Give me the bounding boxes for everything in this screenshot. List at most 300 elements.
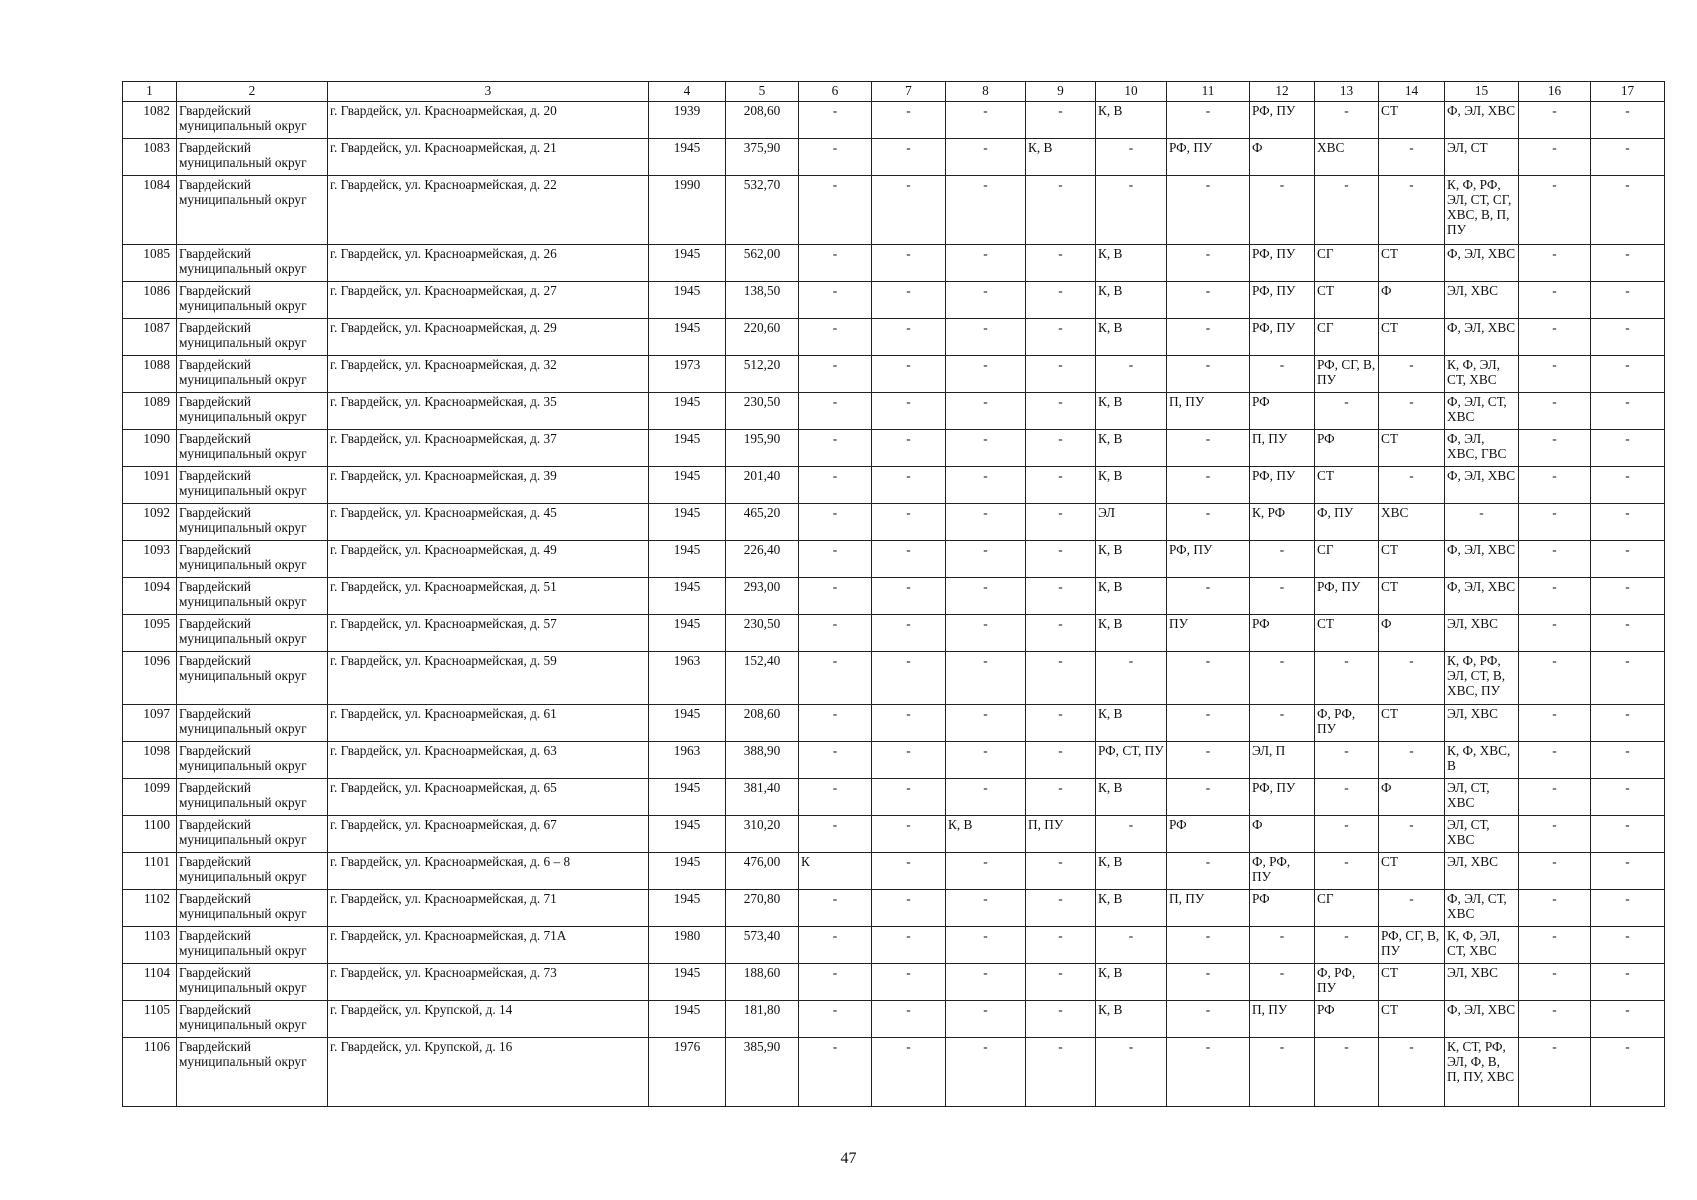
table-cell-col-11: - — [1167, 504, 1250, 541]
table-cell-col-6: - — [799, 816, 872, 853]
table-cell-col-11: ПУ — [1167, 615, 1250, 652]
table-cell-col-3: г. Гвардейск, ул. Красноармейская, д. 57 — [328, 615, 649, 652]
table-cell-col-13: Ф, ПУ — [1315, 504, 1379, 541]
table-cell-col-13: РФ, СГ, В, ПУ — [1315, 356, 1379, 393]
table-cell-col-2: Гвардейский муниципальный округ — [177, 853, 328, 890]
table-cell-col-8: - — [946, 927, 1026, 964]
table-cell-col-14: СТ — [1379, 102, 1445, 139]
table-cell-col-5: 201,40 — [726, 467, 799, 504]
table-cell-col-12: - — [1250, 652, 1315, 705]
table-cell-col-1: 1089 — [123, 393, 177, 430]
table-cell-col-11: - — [1167, 245, 1250, 282]
table-cell-col-4: 1945 — [649, 430, 726, 467]
table-cell-col-2: Гвардейский муниципальный округ — [177, 1038, 328, 1107]
table-cell-col-8: - — [946, 853, 1026, 890]
table-cell-col-1: 1093 — [123, 541, 177, 578]
table-cell-col-6: - — [799, 890, 872, 927]
table-cell-col-7: - — [872, 927, 946, 964]
table-cell-col-14: СТ — [1379, 964, 1445, 1001]
table-cell-col-12: - — [1250, 964, 1315, 1001]
table-cell-col-14: - — [1379, 393, 1445, 430]
table-cell-col-5: 226,40 — [726, 541, 799, 578]
table-cell-col-12: РФ, ПУ — [1250, 282, 1315, 319]
table-cell-col-16: - — [1519, 541, 1591, 578]
table-cell-col-1: 1100 — [123, 816, 177, 853]
table-cell-col-16: - — [1519, 282, 1591, 319]
table-cell-col-11: - — [1167, 578, 1250, 615]
table-cell-col-10: К, В — [1096, 282, 1167, 319]
table-cell-col-14: - — [1379, 652, 1445, 705]
table-cell-col-17: - — [1591, 430, 1665, 467]
table-cell-col-8: - — [946, 541, 1026, 578]
table-cell-col-15: Ф, ЭЛ, ХВС — [1445, 578, 1519, 615]
table-cell-col-7: - — [872, 578, 946, 615]
table-cell-col-12: - — [1250, 356, 1315, 393]
table-cell-col-13: РФ — [1315, 430, 1379, 467]
table-cell-col-3: г. Гвардейск, ул. Красноармейская, д. 27 — [328, 282, 649, 319]
table-cell-col-1: 1102 — [123, 890, 177, 927]
table-cell-col-9: - — [1026, 853, 1096, 890]
table-cell-col-3: г. Гвардейск, ул. Красноармейская, д. 20 — [328, 102, 649, 139]
table-cell-col-7: - — [872, 245, 946, 282]
table-cell-col-14: - — [1379, 139, 1445, 176]
table-cell-col-10: К, В — [1096, 964, 1167, 1001]
table-cell-col-4: 1963 — [649, 742, 726, 779]
table-cell-col-15: К, Ф, РФ, ЭЛ, СТ, В, ХВС, ПУ — [1445, 652, 1519, 705]
table-cell-col-12: РФ, ПУ — [1250, 102, 1315, 139]
table-cell-col-5: 188,60 — [726, 964, 799, 1001]
column-header-11: 11 — [1167, 82, 1250, 102]
table-cell-col-5: 152,40 — [726, 652, 799, 705]
table-cell-col-10: К, В — [1096, 393, 1167, 430]
table-cell-col-12: - — [1250, 1038, 1315, 1107]
table-cell-col-11: - — [1167, 430, 1250, 467]
table-cell-col-13: - — [1315, 176, 1379, 245]
table-row — [123, 102, 1665, 139]
table-cell-col-6: - — [799, 282, 872, 319]
table-cell-col-11: - — [1167, 1001, 1250, 1038]
table-cell-col-1: 1106 — [123, 1038, 177, 1107]
table-cell-col-1: 1087 — [123, 319, 177, 356]
table-cell-col-15: ЭЛ, ХВС — [1445, 615, 1519, 652]
table-cell-col-15: ЭЛ, ХВС — [1445, 964, 1519, 1001]
table-cell-col-10: РФ, СТ, ПУ — [1096, 742, 1167, 779]
table-cell-col-15: К, Ф, ЭЛ, СТ, ХВС — [1445, 927, 1519, 964]
table-cell-col-9: - — [1026, 705, 1096, 742]
table-cell-col-10: К, В — [1096, 430, 1167, 467]
table-cell-col-7: - — [872, 504, 946, 541]
table-cell-col-4: 1963 — [649, 652, 726, 705]
table-cell-col-7: - — [872, 319, 946, 356]
table-cell-col-2: Гвардейский муниципальный округ — [177, 467, 328, 504]
table-cell-col-17: - — [1591, 393, 1665, 430]
table-cell-col-17: - — [1591, 816, 1665, 853]
table-cell-col-6: - — [799, 705, 872, 742]
table-cell-col-5: 562,00 — [726, 245, 799, 282]
table-cell-col-1: 1085 — [123, 245, 177, 282]
table-cell-col-5: 385,90 — [726, 1038, 799, 1107]
table-cell-col-17: - — [1591, 1038, 1665, 1107]
table-cell-col-14: - — [1379, 742, 1445, 779]
column-header-16: 16 — [1519, 82, 1591, 102]
table-cell-col-11: - — [1167, 652, 1250, 705]
table-cell-col-10: ЭЛ — [1096, 504, 1167, 541]
table-cell-col-12: К, РФ — [1250, 504, 1315, 541]
table-cell-col-10: К, В — [1096, 779, 1167, 816]
table-cell-col-4: 1945 — [649, 1001, 726, 1038]
table-cell-col-6: - — [799, 578, 872, 615]
table-cell-col-5: 532,70 — [726, 176, 799, 245]
table-cell-col-15: Ф, ЭЛ, СТ, ХВС — [1445, 890, 1519, 927]
table-cell-col-2: Гвардейский муниципальный округ — [177, 504, 328, 541]
table-cell-col-11: РФ — [1167, 816, 1250, 853]
table-cell-col-1: 1099 — [123, 779, 177, 816]
table-cell-col-17: - — [1591, 319, 1665, 356]
table-cell-col-15: Ф, ЭЛ, ХВС — [1445, 245, 1519, 282]
table-cell-col-3: г. Гвардейск, ул. Красноармейская, д. 51 — [328, 578, 649, 615]
table-row — [123, 541, 1665, 578]
table-cell-col-7: - — [872, 139, 946, 176]
table-cell-col-7: - — [872, 705, 946, 742]
table-cell-col-4: 1945 — [649, 245, 726, 282]
table-cell-col-6: - — [799, 1001, 872, 1038]
table-cell-col-7: - — [872, 1001, 946, 1038]
table-cell-col-10: К, В — [1096, 319, 1167, 356]
table-cell-col-7: - — [872, 890, 946, 927]
table-row — [123, 615, 1665, 652]
table-cell-col-13: СГ — [1315, 890, 1379, 927]
table-cell-col-10: К, В — [1096, 245, 1167, 282]
table-cell-col-6: - — [799, 393, 872, 430]
table-cell-col-13: - — [1315, 102, 1379, 139]
table-cell-col-10: К, В — [1096, 1001, 1167, 1038]
table-cell-col-5: 310,20 — [726, 816, 799, 853]
table-cell-col-13: СТ — [1315, 467, 1379, 504]
table-cell-col-9: - — [1026, 652, 1096, 705]
column-header-10: 10 — [1096, 82, 1167, 102]
table-cell-col-7: - — [872, 652, 946, 705]
table-cell-col-2: Гвардейский муниципальный округ — [177, 430, 328, 467]
table-cell-col-12: - — [1250, 705, 1315, 742]
table-cell-col-3: г. Гвардейск, ул. Красноармейская, д. 35 — [328, 393, 649, 430]
table-cell-col-16: - — [1519, 964, 1591, 1001]
table-cell-col-17: - — [1591, 705, 1665, 742]
table-cell-col-14: Ф — [1379, 282, 1445, 319]
table-cell-col-12: П, ПУ — [1250, 430, 1315, 467]
table-cell-col-16: - — [1519, 578, 1591, 615]
table-cell-col-12: РФ — [1250, 393, 1315, 430]
table-cell-col-11: - — [1167, 779, 1250, 816]
table-cell-col-15: ЭЛ, СТ, ХВС — [1445, 779, 1519, 816]
table-cell-col-12: Ф — [1250, 816, 1315, 853]
table-cell-col-15: Ф, ЭЛ, ХВС — [1445, 102, 1519, 139]
table-cell-col-8: - — [946, 890, 1026, 927]
table-cell-col-17: - — [1591, 742, 1665, 779]
table-cell-col-1: 1096 — [123, 652, 177, 705]
table-cell-col-5: 381,40 — [726, 779, 799, 816]
table-cell-col-1: 1098 — [123, 742, 177, 779]
column-header-4: 4 — [649, 82, 726, 102]
table-cell-col-3: г. Гвардейск, ул. Красноармейская, д. 71А — [328, 927, 649, 964]
table-row — [123, 504, 1665, 541]
table-cell-col-13: - — [1315, 742, 1379, 779]
table-cell-col-7: - — [872, 102, 946, 139]
table-cell-col-11: РФ, ПУ — [1167, 139, 1250, 176]
table-cell-col-10: - — [1096, 927, 1167, 964]
table-cell-col-7: - — [872, 541, 946, 578]
table-cell-col-4: 1945 — [649, 705, 726, 742]
table-cell-col-11: П, ПУ — [1167, 890, 1250, 927]
table-cell-col-15: ЭЛ, СТ, ХВС — [1445, 816, 1519, 853]
table-row — [123, 890, 1665, 927]
table-cell-col-15: Ф, ЭЛ, ХВС — [1445, 467, 1519, 504]
table-cell-col-13: СТ — [1315, 282, 1379, 319]
table-cell-col-4: 1945 — [649, 393, 726, 430]
table-cell-col-17: - — [1591, 615, 1665, 652]
table-cell-col-7: - — [872, 816, 946, 853]
table-cell-col-1: 1105 — [123, 1001, 177, 1038]
header-row — [123, 82, 1665, 102]
table-cell-col-17: - — [1591, 927, 1665, 964]
table-cell-col-15: ЭЛ, ХВС — [1445, 282, 1519, 319]
column-header-9: 9 — [1026, 82, 1096, 102]
column-header-7: 7 — [872, 82, 946, 102]
table-cell-col-10: К, В — [1096, 541, 1167, 578]
table-cell-col-9: - — [1026, 393, 1096, 430]
table-cell-col-15: ЭЛ, ХВС — [1445, 853, 1519, 890]
table-cell-col-4: 1980 — [649, 927, 726, 964]
table-cell-col-14: - — [1379, 816, 1445, 853]
table-cell-col-1: 1090 — [123, 430, 177, 467]
table-cell-col-15: К, Ф, ЭЛ, СТ, ХВС — [1445, 356, 1519, 393]
table-cell-col-8: К, В — [946, 816, 1026, 853]
table-cell-col-13: - — [1315, 652, 1379, 705]
table-cell-col-11: - — [1167, 927, 1250, 964]
table-cell-col-14: СТ — [1379, 319, 1445, 356]
table-cell-col-2: Гвардейский муниципальный округ — [177, 139, 328, 176]
table-row — [123, 779, 1665, 816]
table-cell-col-4: 1945 — [649, 282, 726, 319]
table-cell-col-11: - — [1167, 356, 1250, 393]
table-cell-col-16: - — [1519, 176, 1591, 245]
table-row — [123, 578, 1665, 615]
table-cell-col-6: - — [799, 430, 872, 467]
table-cell-col-10: - — [1096, 652, 1167, 705]
table-row — [123, 430, 1665, 467]
table-cell-col-8: - — [946, 779, 1026, 816]
column-header-13: 13 — [1315, 82, 1379, 102]
table-cell-col-2: Гвардейский муниципальный округ — [177, 779, 328, 816]
table-cell-col-13: РФ, ПУ — [1315, 578, 1379, 615]
table-cell-col-3: г. Гвардейск, ул. Красноармейская, д. 6 – 8 — [328, 853, 649, 890]
table-cell-col-13: - — [1315, 816, 1379, 853]
table-cell-col-16: - — [1519, 779, 1591, 816]
table-cell-col-17: - — [1591, 652, 1665, 705]
table-cell-col-14: Ф — [1379, 779, 1445, 816]
table-cell-col-3: г. Гвардейск, ул. Красноармейская, д. 32 — [328, 356, 649, 393]
table-cell-col-9: - — [1026, 1001, 1096, 1038]
table-cell-col-5: 270,80 — [726, 890, 799, 927]
table-cell-col-14: СТ — [1379, 541, 1445, 578]
table-cell-col-7: - — [872, 853, 946, 890]
table-cell-col-11: - — [1167, 742, 1250, 779]
table-cell-col-17: - — [1591, 890, 1665, 927]
table-cell-col-3: г. Гвардейск, ул. Красноармейская, д. 67 — [328, 816, 649, 853]
table-cell-col-8: - — [946, 430, 1026, 467]
table-cell-col-4: 1945 — [649, 779, 726, 816]
table-cell-col-4: 1990 — [649, 176, 726, 245]
table-cell-col-16: - — [1519, 467, 1591, 504]
column-header-2: 2 — [177, 82, 328, 102]
table-cell-col-12: РФ — [1250, 615, 1315, 652]
table-cell-col-17: - — [1591, 467, 1665, 504]
table-cell-col-4: 1945 — [649, 139, 726, 176]
table-cell-col-9: - — [1026, 102, 1096, 139]
table-cell-col-16: - — [1519, 1001, 1591, 1038]
table-cell-col-6: - — [799, 615, 872, 652]
table-cell-col-12: РФ, ПУ — [1250, 245, 1315, 282]
table-row — [123, 139, 1665, 176]
table-cell-col-8: - — [946, 742, 1026, 779]
table-cell-col-1: 1101 — [123, 853, 177, 890]
table-cell-col-5: 375,90 — [726, 139, 799, 176]
table-cell-col-11: П, ПУ — [1167, 393, 1250, 430]
table-cell-col-5: 230,50 — [726, 393, 799, 430]
table-cell-col-4: 1945 — [649, 467, 726, 504]
table-cell-col-7: - — [872, 964, 946, 1001]
table-cell-col-9: - — [1026, 541, 1096, 578]
table-cell-col-2: Гвардейский муниципальный округ — [177, 541, 328, 578]
table-cell-col-14: СТ — [1379, 578, 1445, 615]
table-cell-col-13: - — [1315, 927, 1379, 964]
table-cell-col-13: СГ — [1315, 541, 1379, 578]
table-cell-col-7: - — [872, 176, 946, 245]
table-cell-col-2: Гвардейский муниципальный округ — [177, 742, 328, 779]
table-cell-col-6: - — [799, 779, 872, 816]
table-cell-col-6: - — [799, 176, 872, 245]
table-cell-col-7: - — [872, 742, 946, 779]
table-cell-col-9: - — [1026, 282, 1096, 319]
table-cell-col-2: Гвардейский муниципальный округ — [177, 319, 328, 356]
table-cell-col-16: - — [1519, 139, 1591, 176]
table-cell-col-5: 208,60 — [726, 705, 799, 742]
table-cell-col-16: - — [1519, 504, 1591, 541]
table-cell-col-9: - — [1026, 779, 1096, 816]
table-body — [123, 102, 1665, 1107]
table-cell-col-2: Гвардейский муниципальный округ — [177, 578, 328, 615]
table-cell-col-12: РФ — [1250, 890, 1315, 927]
table-cell-col-1: 1095 — [123, 615, 177, 652]
table-cell-col-13: РФ — [1315, 1001, 1379, 1038]
table-cell-col-17: - — [1591, 176, 1665, 245]
table-cell-col-11: - — [1167, 282, 1250, 319]
table-cell-col-17: - — [1591, 282, 1665, 319]
table-cell-col-14: СТ — [1379, 245, 1445, 282]
table-cell-col-7: - — [872, 779, 946, 816]
table-cell-col-1: 1084 — [123, 176, 177, 245]
table-cell-col-8: - — [946, 176, 1026, 245]
table-cell-col-14: - — [1379, 890, 1445, 927]
table-cell-col-10: К, В — [1096, 102, 1167, 139]
table-row — [123, 1038, 1665, 1107]
table-cell-col-5: 195,90 — [726, 430, 799, 467]
table-cell-col-8: - — [946, 652, 1026, 705]
table-cell-col-6: - — [799, 102, 872, 139]
table-cell-col-6: - — [799, 467, 872, 504]
table-cell-col-3: г. Гвардейск, ул. Красноармейская, д. 21 — [328, 139, 649, 176]
table-cell-col-2: Гвардейский муниципальный округ — [177, 652, 328, 705]
column-header-17: 17 — [1591, 82, 1665, 102]
table-cell-col-9: - — [1026, 467, 1096, 504]
table-cell-col-10: - — [1096, 356, 1167, 393]
table-cell-col-1: 1091 — [123, 467, 177, 504]
table-cell-col-10: К, В — [1096, 705, 1167, 742]
table-cell-col-14: СТ — [1379, 853, 1445, 890]
table-cell-col-17: - — [1591, 356, 1665, 393]
table-cell-col-11: - — [1167, 176, 1250, 245]
table-cell-col-16: - — [1519, 816, 1591, 853]
table-cell-col-10: - — [1096, 176, 1167, 245]
table-cell-col-15: ЭЛ, СТ — [1445, 139, 1519, 176]
table-cell-col-2: Гвардейский муниципальный округ — [177, 890, 328, 927]
table-cell-col-6: - — [799, 964, 872, 1001]
table-cell-col-7: - — [872, 393, 946, 430]
table-cell-col-5: 220,60 — [726, 319, 799, 356]
table-cell-col-11: - — [1167, 1038, 1250, 1107]
table-cell-col-9: - — [1026, 176, 1096, 245]
table-cell-col-1: 1082 — [123, 102, 177, 139]
table-cell-col-9: - — [1026, 1038, 1096, 1107]
table-cell-col-14: - — [1379, 176, 1445, 245]
table-cell-col-16: - — [1519, 319, 1591, 356]
table-cell-col-11: РФ, ПУ — [1167, 541, 1250, 578]
table-cell-col-4: 1939 — [649, 102, 726, 139]
table-cell-col-4: 1973 — [649, 356, 726, 393]
table-cell-col-3: г. Гвардейск, ул. Красноармейская, д. 71 — [328, 890, 649, 927]
table-row — [123, 927, 1665, 964]
table-cell-col-13: - — [1315, 779, 1379, 816]
table-cell-col-17: - — [1591, 853, 1665, 890]
table-cell-col-14: СТ — [1379, 430, 1445, 467]
table-cell-col-8: - — [946, 282, 1026, 319]
table-cell-col-4: 1945 — [649, 541, 726, 578]
table-cell-col-8: - — [946, 467, 1026, 504]
table-cell-col-11: - — [1167, 964, 1250, 1001]
column-header-15: 15 — [1445, 82, 1519, 102]
table-cell-col-1: 1086 — [123, 282, 177, 319]
table-cell-col-8: - — [946, 964, 1026, 1001]
table-cell-col-8: - — [946, 1038, 1026, 1107]
table-cell-col-9: - — [1026, 504, 1096, 541]
table-cell-col-10: - — [1096, 139, 1167, 176]
table-cell-col-4: 1976 — [649, 1038, 726, 1107]
page-number: 47 — [840, 1150, 857, 1167]
table-row — [123, 1001, 1665, 1038]
table-row — [123, 964, 1665, 1001]
table-cell-col-16: - — [1519, 1038, 1591, 1107]
table-cell-col-9: - — [1026, 430, 1096, 467]
table-cell-col-8: - — [946, 356, 1026, 393]
table-cell-col-5: 230,50 — [726, 615, 799, 652]
table-row — [123, 245, 1665, 282]
table-cell-col-5: 476,00 — [726, 853, 799, 890]
table-cell-col-2: Гвардейский муниципальный округ — [177, 102, 328, 139]
table-cell-col-14: СТ — [1379, 1001, 1445, 1038]
table-cell-col-6: К — [799, 853, 872, 890]
table-cell-col-5: 181,80 — [726, 1001, 799, 1038]
table-cell-col-17: - — [1591, 1001, 1665, 1038]
table-cell-col-14: - — [1379, 1038, 1445, 1107]
